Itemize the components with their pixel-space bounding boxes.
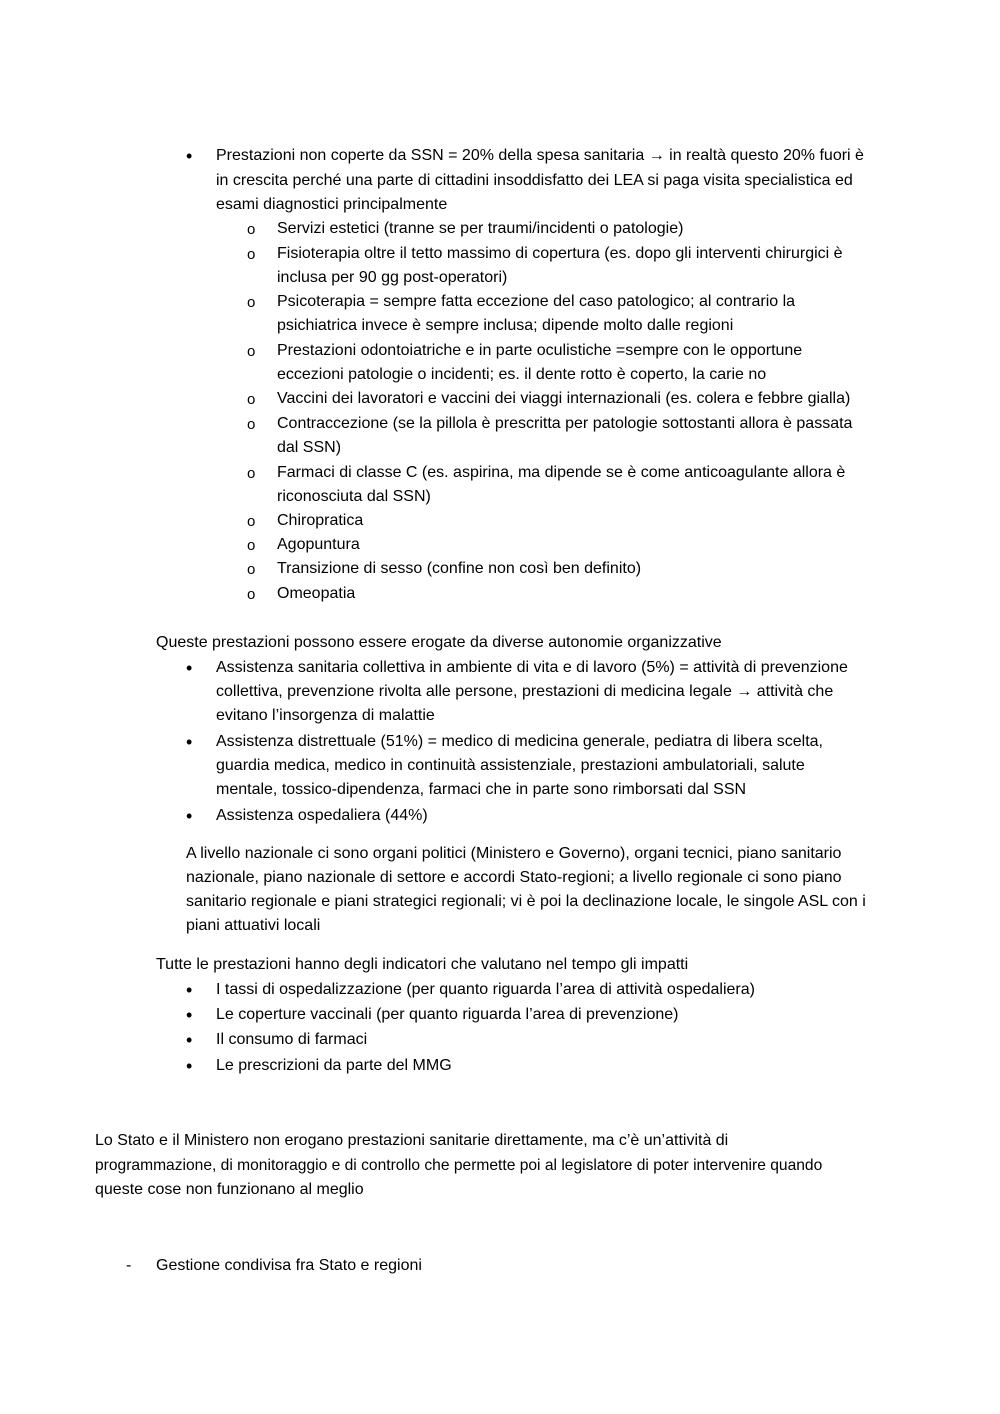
text-line: Lo Stato e il Ministero non erogano prestazioni sanitarie direttamente, ma c’è un’attività di [95,1132,729,1149]
bullet-dot: • [186,1056,193,1076]
text-line: guardia medica, medico in continuità assistenziale, prestazioni ambulatoriali, salute [216,757,805,774]
text-line: I tassi di ospedalizzazione (per quanto riguarda l’area di attività ospedaliera) [216,981,755,998]
bullet-dot: • [186,1005,193,1025]
text-line: programmazione, di monitoraggio e di controllo che permette poi al legislatore di poter intervenire quando [95,1157,823,1174]
sub-bullet: o [247,391,256,408]
text-line: Farmaci di classe C (es. aspirina, ma dipende se è come anticoagulante allora è [277,464,846,481]
paragraph: Tutte le prestazioni hanno degli indicatori che valutano nel tempo gli impatti [156,956,689,973]
text-line: Le prescrizioni da parte del MMG [216,1057,452,1074]
text-line: Assistenza sanitaria collettiva in ambiente di vita e di lavoro (5%) = attività di prevenzione [216,659,848,676]
text-line: Gestione condivisa fra Stato e regioni [156,1257,422,1274]
bullet-dot: • [186,806,193,826]
text-line: nazionale, piano nazionale di settore e accordi Stato-regioni; a livello regionale ci sono piano [186,869,842,886]
bullet-dot: • [186,146,193,166]
text-line: in crescita perché una parte di cittadini insoddisfatto dei LEA si paga visita specialistica ed [216,172,853,189]
dash-bullet: - [126,1257,132,1274]
text-line: Psicoterapia = sempre fatta eccezione del caso patologico; al contrario la [277,293,796,310]
sub-bullet: o [247,221,256,238]
sub-bullet: o [247,246,256,263]
text-line: Il consumo di farmaci [216,1031,368,1048]
text-line: riconosciuta dal SSN) [277,488,431,505]
paragraph: Queste prestazioni possono essere erogate da diverse autonomie organizzative [156,634,722,651]
sub-bullet: o [247,343,256,360]
text-line: psichiatrica invece è sempre inclusa; dipende molto dalle regioni [277,317,734,334]
sub-bullet: o [247,513,256,530]
text-line: Vaccini dei lavoratori e vaccini dei viaggi internazionali (es. colera e febbre gialla) [277,390,851,407]
text-line: Agopuntura [277,536,360,553]
text-line: dal SSN) [277,439,342,456]
bullet-dot: • [186,658,193,678]
bullet-dot: • [186,732,193,752]
text-line: Fisioterapia oltre il tetto massimo di copertura (es. dopo gli interventi chirurgici è [277,245,843,262]
text-line: Assistenza distrettuale (51%) = medico di medicina generale, pediatra di libera scelta, [216,733,823,750]
text-line: esami diagnostici principalmente [216,196,448,213]
sub-bullet: o [247,416,256,433]
sub-bullet: o [247,586,256,603]
text-line: Chiropratica [277,512,364,529]
text-line: sanitario regionale e piani strategici regionali; vi è poi la declinazione locale, le singole ASL con i [186,893,866,910]
sub-bullet: o [247,465,256,482]
text-line: Omeopatia [277,585,356,602]
sub-bullet: o [247,561,256,578]
text-line: Prestazioni non coperte da SSN = 20% della spesa sanitaria → in realtà questo 20% fuori è [216,147,864,164]
text-line: evitano l’insorgenza di malattie [216,707,435,724]
sub-bullet: o [247,537,256,554]
text-line: eccezioni patologie o incidenti; es. il dente rotto è coperto, la carie no [277,366,767,383]
text-line: A livello nazionale ci sono organi politici (Ministero e Governo), organi tecnici, piano sanitario [186,845,842,862]
text-line: Contraccezione (se la pillola è prescritta per patologie sottostanti allora è passata [277,415,853,432]
text-line: Transizione di sesso (confine non così ben definito) [277,560,642,577]
text-line: Servizi estetici (tranne se per traumi/incidenti o patologie) [277,220,684,237]
text-line: Prestazioni odontoiatriche e in parte oculistiche =sempre con le opportune [277,342,803,359]
text-line: inclusa per 90 gg post-operatori) [277,269,508,286]
text-line: queste cose non funzionano al meglio [95,1181,364,1198]
text-line: Le coperture vaccinali (per quanto riguarda l’area di prevenzione) [216,1006,679,1023]
bullet-dot: • [186,1030,193,1050]
text-line: Assistenza ospedaliera (44%) [216,807,428,824]
text-line: collettiva, prevenzione rivolta alle persone, prestazioni di medicina legale → attività che [216,683,834,700]
bullet-dot: • [186,980,193,1000]
text-line: piani attuativi locali [186,917,321,934]
text-line: mentale, tossico-dipendenza, farmaci che in parte sono rimborsati dal SSN [216,781,747,798]
sub-bullet: o [247,294,256,311]
